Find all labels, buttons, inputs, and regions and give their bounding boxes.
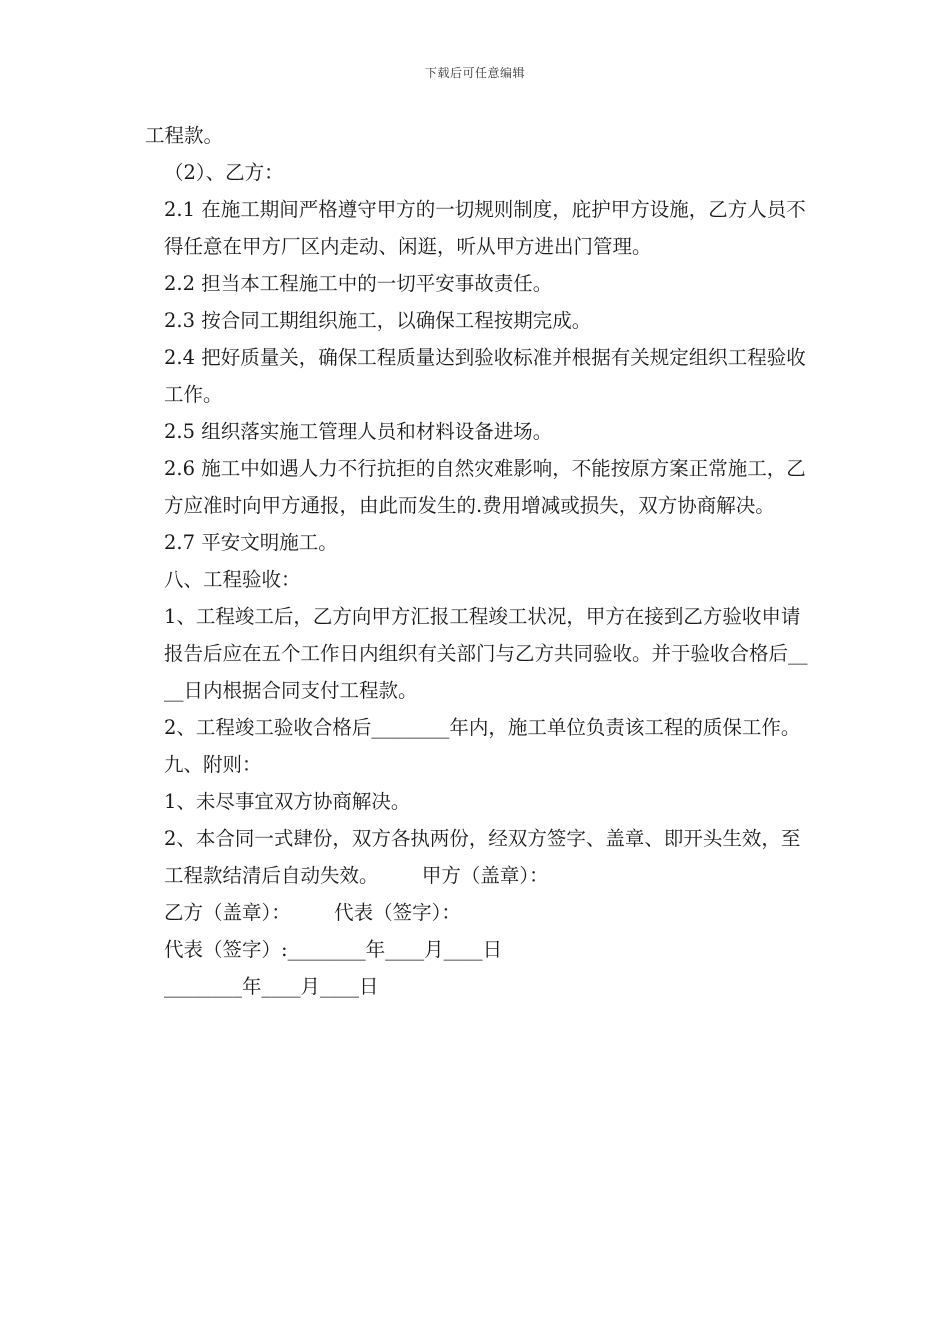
paragraph-clause-2-6: 2.6 施工中如遇人力不行抗拒的自然灾难影响，不能按原方案正常施工，乙方应准时向甲方通报，由此而发生的.费用增减或损失，双方协商解决。 [164, 457, 806, 517]
section-heading-appendix: 九、附则： [164, 753, 262, 776]
paragraph-clause-2-5: 2.5 组织落实施工管理人员和材料设备进场。 [164, 420, 553, 443]
paragraph-clause-2-2: 2.2 担当本工程施工中的一切平安事故责任。 [164, 272, 553, 295]
paragraph-appendix-1: 1、未尽事宜双方协商解决。 [164, 790, 411, 813]
page-header: 下载后可任意编辑 [424, 66, 525, 80]
signature-date-line: ________年____月____日 [164, 975, 379, 998]
paragraph-acceptance-2: 2、工程竣工验收合格后________年内，施工单位负责该工程的质保工作。 [164, 716, 801, 739]
section-heading-acceptance: 八、工程验收： [164, 568, 301, 591]
paragraph-party-b-heading: （2）、乙方： [164, 161, 284, 184]
paragraph-clause-2-7: 2.7 平安文明施工。 [164, 531, 338, 554]
paragraph-clause-2-3: 2.3 按合同工期组织施工，以确保工程按期完成。 [164, 309, 592, 332]
paragraph-payment-end: 工程款。 [145, 124, 224, 147]
paragraph-appendix-2: 2、本合同一式肆份，双方各执两份，经双方签字、盖章、即开头生效，至工程款结清后自动失效。 甲方（盖章）： [164, 827, 801, 887]
paragraph-clause-2-1: 2.1 在施工期间严格遵守甲方的一切规则制度，庇护甲方设施，乙方人员不得任意在甲方厂区内走动、闲逛，听从甲方进出门管理。 [164, 198, 806, 258]
paragraph-clause-2-4: 2.4 把好质量关，确保工程质量达到验收标准并根据有关规定组织工程验收工作。 [164, 346, 806, 406]
document-body [145, 117, 810, 1005]
signature-representative-date-line: 代表（签字）:________年____月____日 [164, 938, 503, 961]
signature-party-b-line: 乙方（盖章）： 代表（签字）： [164, 901, 461, 924]
paragraph-acceptance-1: 1、工程竣工后，乙方向甲方汇报工程竣工状况，甲方在接到乙方验收申请报告后应在五个工作日内组织有关部门与乙方共同验收。并于验收合格后____日内根据合同支付工程款。 [164, 605, 808, 702]
